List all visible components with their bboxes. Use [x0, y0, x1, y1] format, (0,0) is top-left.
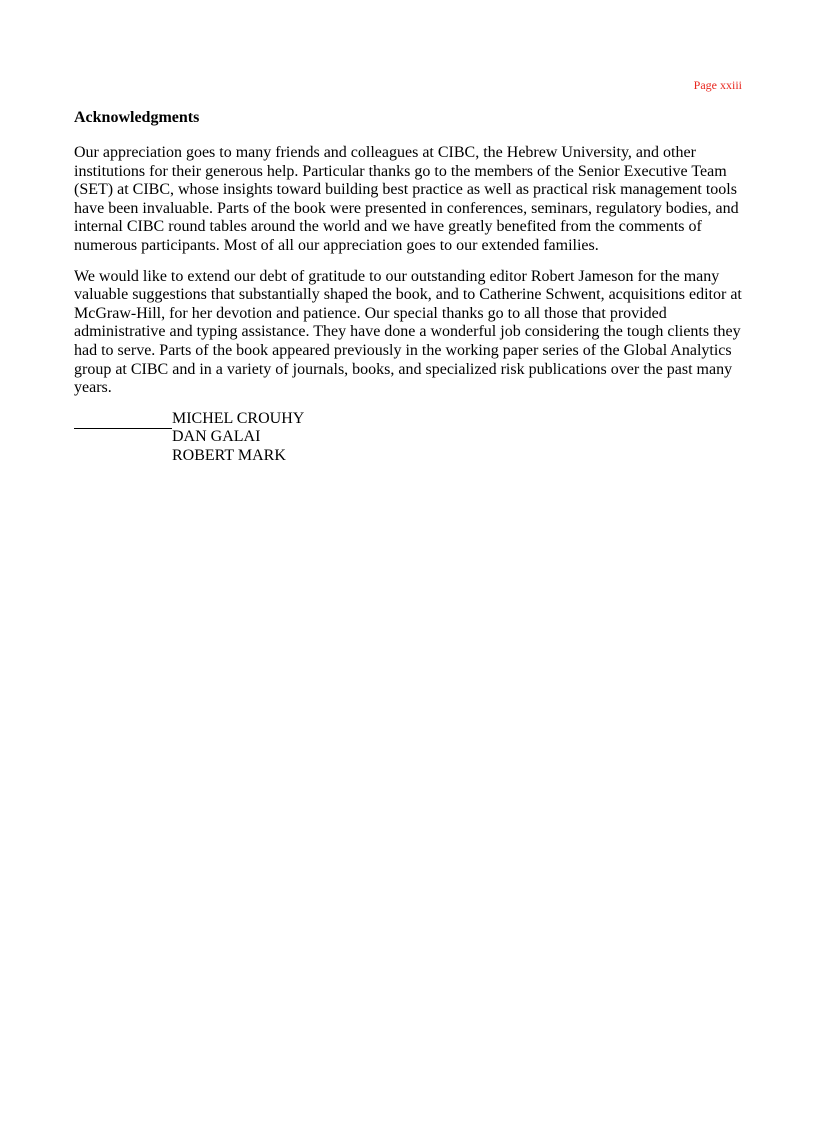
signature-name-mark: ROBERT MARK [172, 446, 286, 464]
page-content [74, 108, 746, 470]
signature-block [74, 410, 746, 470]
signature-name-crouhy: MICHEL CROUHY [172, 409, 305, 427]
page-number: Page xxiii [693, 78, 742, 92]
signature-line [74, 428, 172, 429]
section-heading: Acknowledgments [74, 109, 200, 126]
signature-name-galai: DAN GALAI [172, 428, 261, 446]
paragraph-gratitude: We would like to extend our debt of gratitude to our outstanding editor Robert Jameson for the many valuable suggestions that substantially shaped the book, and to Catherine Schwent, acquisitions editor at McGraw-Hill, for her devotion and patience. Our special thanks go to all those that provided administrative and typing assistance. They have done a wonderful job considering the tough clients they had to serve. Parts of the book appeared previously in the working paper series of the Global Analytics group at CIBC and in a variety of journals, books, and specialized risk publications over the past many years. [74, 267, 742, 397]
signature-names [172, 410, 304, 466]
paragraph-appreciation: Our appreciation goes to many friends and colleagues at CIBC, the Hebrew University, and other institutions for their generous help. Particular thanks go to the members of the Senior Executive Team (SET) at CIBC, whose insights toward building best practice as well as practical risk management tools have been invaluable. Parts of the book were presented in conferences, seminars, regulatory bodies, and internal CIBC round tables around the world and we have greatly benefited from the comments of numerous participants. Most of all our appreciation goes to our extended families. [74, 144, 739, 254]
